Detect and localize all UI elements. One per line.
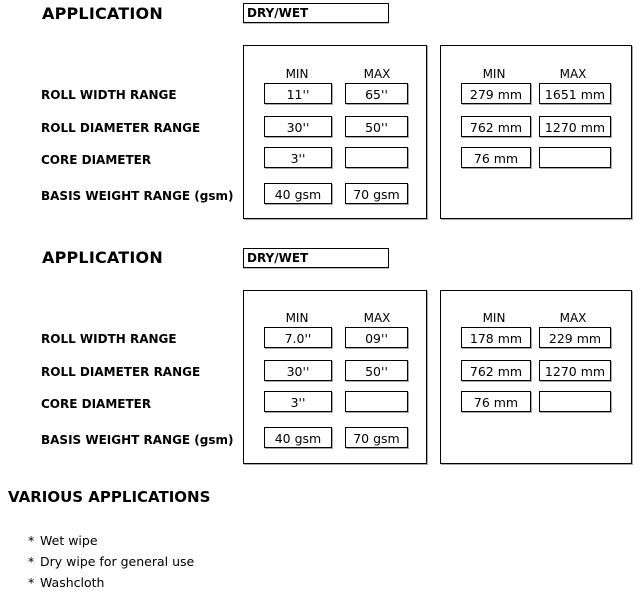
row-label-basis-weight: BASIS WEIGHT RANGE (gsm) (41, 189, 234, 203)
list-item (28, 575, 104, 590)
list-item-label: Dry wipe for general use (40, 554, 195, 569)
roll-diameter-min-in: 30'' (264, 116, 332, 137)
basis-weight-max: 70 gsm (345, 183, 408, 204)
application-value: DRY/WET (243, 248, 389, 268)
max-header: MAX (363, 67, 391, 81)
roll-diameter-max-in: 50'' (345, 360, 408, 381)
basis-weight-min: 40 gsm (264, 427, 332, 448)
application-value: DRY/WET (243, 3, 389, 23)
roll-diameter-min-mm: 762 mm (461, 360, 531, 381)
roll-width-max-mm: 1651 mm (539, 83, 611, 104)
roll-diameter-min-mm: 762 mm (461, 116, 531, 137)
list-item-label: Wet wipe (40, 533, 98, 548)
core-diameter-min-mm: 76 mm (461, 147, 531, 168)
row-label-core-diameter: CORE DIAMETER (41, 397, 152, 411)
list-item-label: Washcloth (40, 575, 105, 590)
core-diameter-max-in (345, 147, 408, 168)
row-label-basis-weight: BASIS WEIGHT RANGE (gsm) (41, 433, 234, 447)
bullet-icon: * (28, 533, 35, 548)
row-label-roll-diameter: ROLL DIAMETER RANGE (41, 121, 201, 135)
core-diameter-min-in: 3'' (264, 391, 332, 412)
roll-width-max-mm: 229 mm (539, 327, 611, 348)
row-label-core-diameter: CORE DIAMETER (41, 153, 152, 167)
roll-diameter-max-mm: 1270 mm (539, 360, 611, 381)
application-title: APPLICATION (42, 4, 163, 23)
application-title: APPLICATION (42, 248, 163, 267)
max-header: MAX (363, 311, 391, 325)
list-item (28, 554, 194, 569)
max-header: MAX (559, 311, 587, 325)
roll-width-min-mm: 178 mm (461, 327, 531, 348)
core-diameter-min-in: 3'' (264, 147, 332, 168)
roll-width-min-mm: 279 mm (461, 83, 531, 104)
roll-width-min-in: 7.0'' (264, 327, 332, 348)
core-diameter-max-mm (539, 147, 611, 168)
row-label-roll-width: ROLL WIDTH RANGE (41, 88, 177, 102)
bullet-icon: * (28, 554, 35, 569)
min-header: MIN (285, 67, 309, 81)
max-header: MAX (559, 67, 587, 81)
min-header: MIN (285, 311, 309, 325)
list-item (28, 533, 98, 548)
roll-diameter-min-in: 30'' (264, 360, 332, 381)
roll-width-max-in: 65'' (345, 83, 408, 104)
basis-weight-max: 70 gsm (345, 427, 408, 448)
various-applications-title: VARIOUS APPLICATIONS (8, 488, 211, 506)
core-diameter-max-in (345, 391, 408, 412)
roll-diameter-max-in: 50'' (345, 116, 408, 137)
min-header: MIN (482, 311, 506, 325)
roll-width-max-in: 09'' (345, 327, 408, 348)
bullet-icon: * (28, 575, 35, 590)
core-diameter-min-mm: 76 mm (461, 391, 531, 412)
row-label-roll-width: ROLL WIDTH RANGE (41, 332, 177, 346)
core-diameter-max-mm (539, 391, 611, 412)
roll-width-min-in: 11'' (264, 83, 332, 104)
roll-diameter-max-mm: 1270 mm (539, 116, 611, 137)
row-label-roll-diameter: ROLL DIAMETER RANGE (41, 365, 201, 379)
min-header: MIN (482, 67, 506, 81)
basis-weight-min: 40 gsm (264, 183, 332, 204)
